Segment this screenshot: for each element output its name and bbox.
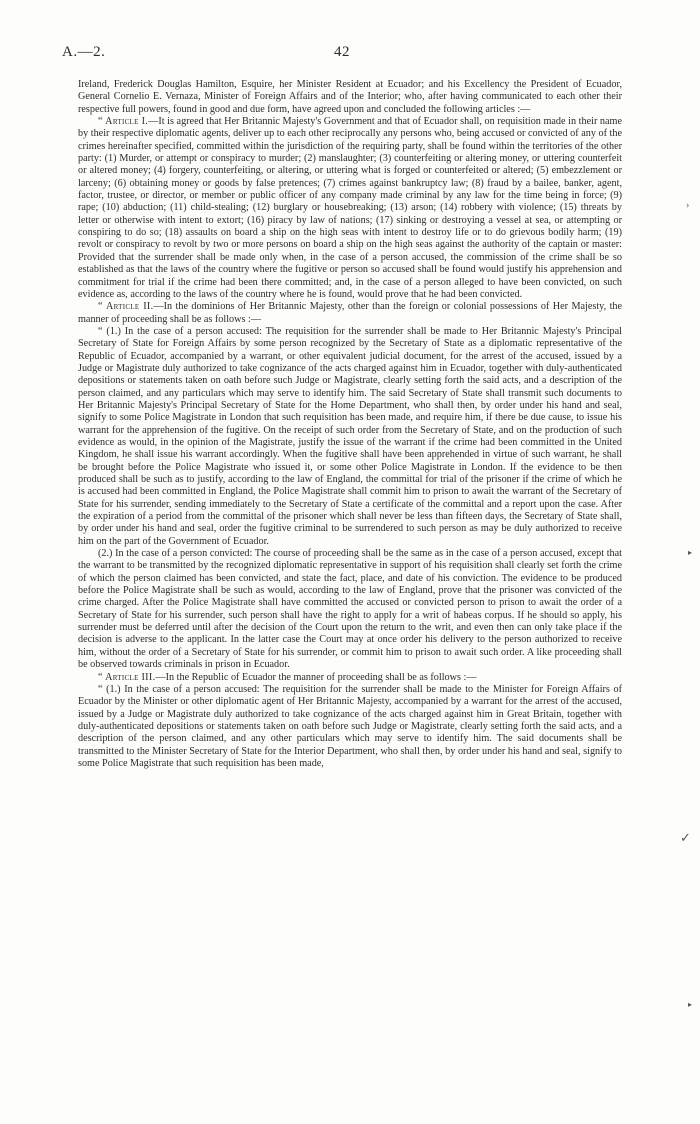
article-heading: “ Article II. bbox=[98, 301, 154, 313]
margin-mark: ▸ bbox=[688, 548, 693, 557]
margin-check-mark: ✓ bbox=[680, 830, 691, 845]
article-3-paragraph bbox=[78, 672, 622, 684]
article-heading: “ Article I. bbox=[98, 116, 149, 128]
running-head bbox=[62, 44, 630, 64]
page-number: 42 bbox=[334, 44, 350, 60]
article-1-paragraph bbox=[78, 116, 622, 301]
article-2-clause-1-paragraph bbox=[78, 326, 622, 548]
paragraph-text: Ireland, Frederick Douglas Hamilton, Esquire, her Minister Resident at Ecuador; and his Excellency the President of Ecuador, General Cornelio E. Vernaza, Minister of Foreign Affairs and of the Interior; who, after having communicated to each other their respective full powers, found in good and due form, have agreed upon and concluded the following articles :— bbox=[78, 79, 622, 115]
article-3-clause-1-paragraph bbox=[78, 684, 622, 770]
margin-mark: ▸ bbox=[688, 1000, 693, 1009]
paragraph-text: —In the dominions of Her Britannic Majesty, other than the foreign or colonial possessions of Her Majesty, the manner of proceeding shall be as follows :— bbox=[78, 301, 623, 325]
article-2-clause-2-paragraph bbox=[78, 548, 622, 671]
paragraph-text: —In the Republic of Ecuador the manner of proceeding shall be as follows :— bbox=[155, 671, 477, 683]
article-2-paragraph bbox=[78, 301, 622, 326]
article-heading: “ Article III. bbox=[98, 671, 156, 683]
paragraph-text: (2.) In the case of a person convicted: The course of proceeding shall be the same as in the case of a person accused, except that the warrant to be transmitted by the recognized diplomatic representative in support of his requisition shall clearly set forth the crime of which the person claimed has been convicted, and state the fact, place, and date of his conviction. The evidence to be produced before the Police Magistrate shall be such as would, according to the law of England, prove that the prisoner was convicted of the crime charged. After the Police Magistrate shall have committed the accused or convicted person to prison to await the order of a Secretary of State for his surrender, such person shall have the right to apply for a writ of habeas corpus. If he should so apply, his surrender must be deferred until after the decision of the Court upon the return to the writ, and even then can only take place if the decision is adverse to the applicant. In the latter case the Court may at once order his delivery to the person authorized to receive him, without the order of a Secretary of State for his surrender, or commit him to prison to await such order. A like proceeding shall be observed towards criminals in prison in Ecuador. bbox=[78, 548, 622, 671]
paragraph-text: “ (1.) In the case of a person accused: The requisition for the surrender shall be made to the Minister for Foreign Affairs of Ecuador by the Minister or other diplomatic agent of Her Britannic Majesty, accompanied by a warrant for the arrest of the accused, issued by a Judge or Magistrate duly authorized to take cognizance of the acts charged against him in Great Britain, together with duly-authenticated depositions or statements taken on oath before such Judge or Magistrate, clearly setting forth the said acts, and a description of the person claimed, and any other particulars which may serve to identify him. The said documents shall be transmitted to the Minister Secretary of State for the Interior Department, who shall then, by order under his hand and seal, signify to some Police Magistrate that such requisition has been made, bbox=[78, 683, 622, 769]
paragraph-text: —It is agreed that Her Britannic Majesty's Government and that of Ecuador shall, on requisition made in their name by their respective diplomatic agents, deliver up to each other reciprocally any persons who, being accused or convicted of any of the crimes hereinafter specified, committed within the jurisdiction of the requiring party, shall be found within the territories of the other party: (1) Murder, or attempt or conspiracy to murder; (2) manslaughter; (3) counterfeiting or altering money, or uttering counterfeit or altered money; (4) forgery, counterfeiting, or altering, or uttering what is forged or counterfeited or altered; (5) embezzlement or larceny; (6) obtaining money or goods by false pretences; (7) crimes against bankruptcy law; (8) fraud by a bailee, banker, agent, factor, trustee, or director, or member or public officer of any company made criminal by any law for the time being in force; (9) rape; (10) abduction; (11) child-stealing; (12) burglary or housebreaking; (13) arson; (14) robbery with violence; (15) threats by letter or otherwise with intent to extort; (16) piracy by law of nations; (17) sinking or destroying a vessel at sea, or attempting or conspiring to do so; (18) assaults on board a ship on the high seas with intent to destroy life or to do grievous bodily harm; (19) revolt or conspiracy to revolt by two or more persons on board a ship on the high seas against the authority of the captain or master: Provided that the surrender shall be made only when, in the case of a person accused, the commission of the crime shall be so established as that the laws of the country where the fugitive or person so accused shall be found would justify his apprehension and commitment for trial if the crime had been there committed; and, in the case of a person alleged to have been convicted, on such evidence as, according to the laws of the country where he is found, would prove that he had been convicted. bbox=[78, 116, 622, 300]
section-reference: A.—2. bbox=[62, 44, 106, 60]
preamble-paragraph bbox=[78, 79, 622, 116]
margin-mark: › bbox=[686, 200, 690, 211]
paragraph-text: “ (1.) In the case of a person accused: The requisition for the surrender shall be made to Her Britannic Majesty's Principal Secretary of State for Foreign Affairs by some person recognized by the Secretary of State as a diplomatic representative of the Republic of Ecuador, accompanied by a warrant, or other equivalent judicial document, for the arrest of the accused, issued by a Judge or Magistrate duly authorized to take cognizance of the acts charged against him in Ecuador, together with duly-authenticated depositions or statements taken on oath before such Judge or Magistrate, clearly setting forth the said acts, and a description of the person claimed, and any particulars which may serve to identify him. The said Secretary of State shall transmit such documents to Her Britannic Majesty's Principal Secretary of State for the Home Department, who shall then, by order under his hand and seal, signify to some Police Magistrate in London that such requisition has been made, and require him, if there be due cause, to issue his warrant for the apprehension of the fugitive. On the receipt of such order from the Secretary of State, and on the production of such evidence as would, in the opinion of the Magistrate, justify the issue of the warrant if the crime had been committed in the United Kingdom, he shall issue his warrant accordingly. When the fugitive shall have been apprehended in virtue of such warrant, he shall be brought before the Police Magistrate who issued it, or some other Police Magistrate in London. If the evidence to be then produced shall be such as to justify, according to the law of England, the committal for trial of the prisoner if the crime of which he is accused had been committed in England, the Police Magistrate shall commit him to prison to await the warrant of the Secretary of State for his surrender, sending immediately to the Secretary of State a certificate of the committal and a report upon the case. After the expiration of a period from the committal of the prisoner which shall never be less than fifteen days, the Secretary of State shall, by order under his hand and seal, order the fugitive criminal to be surrendered to such person as may be duly authorized to receive him on the part of the Government of Ecuador. bbox=[78, 325, 622, 547]
body-text bbox=[78, 79, 622, 770]
